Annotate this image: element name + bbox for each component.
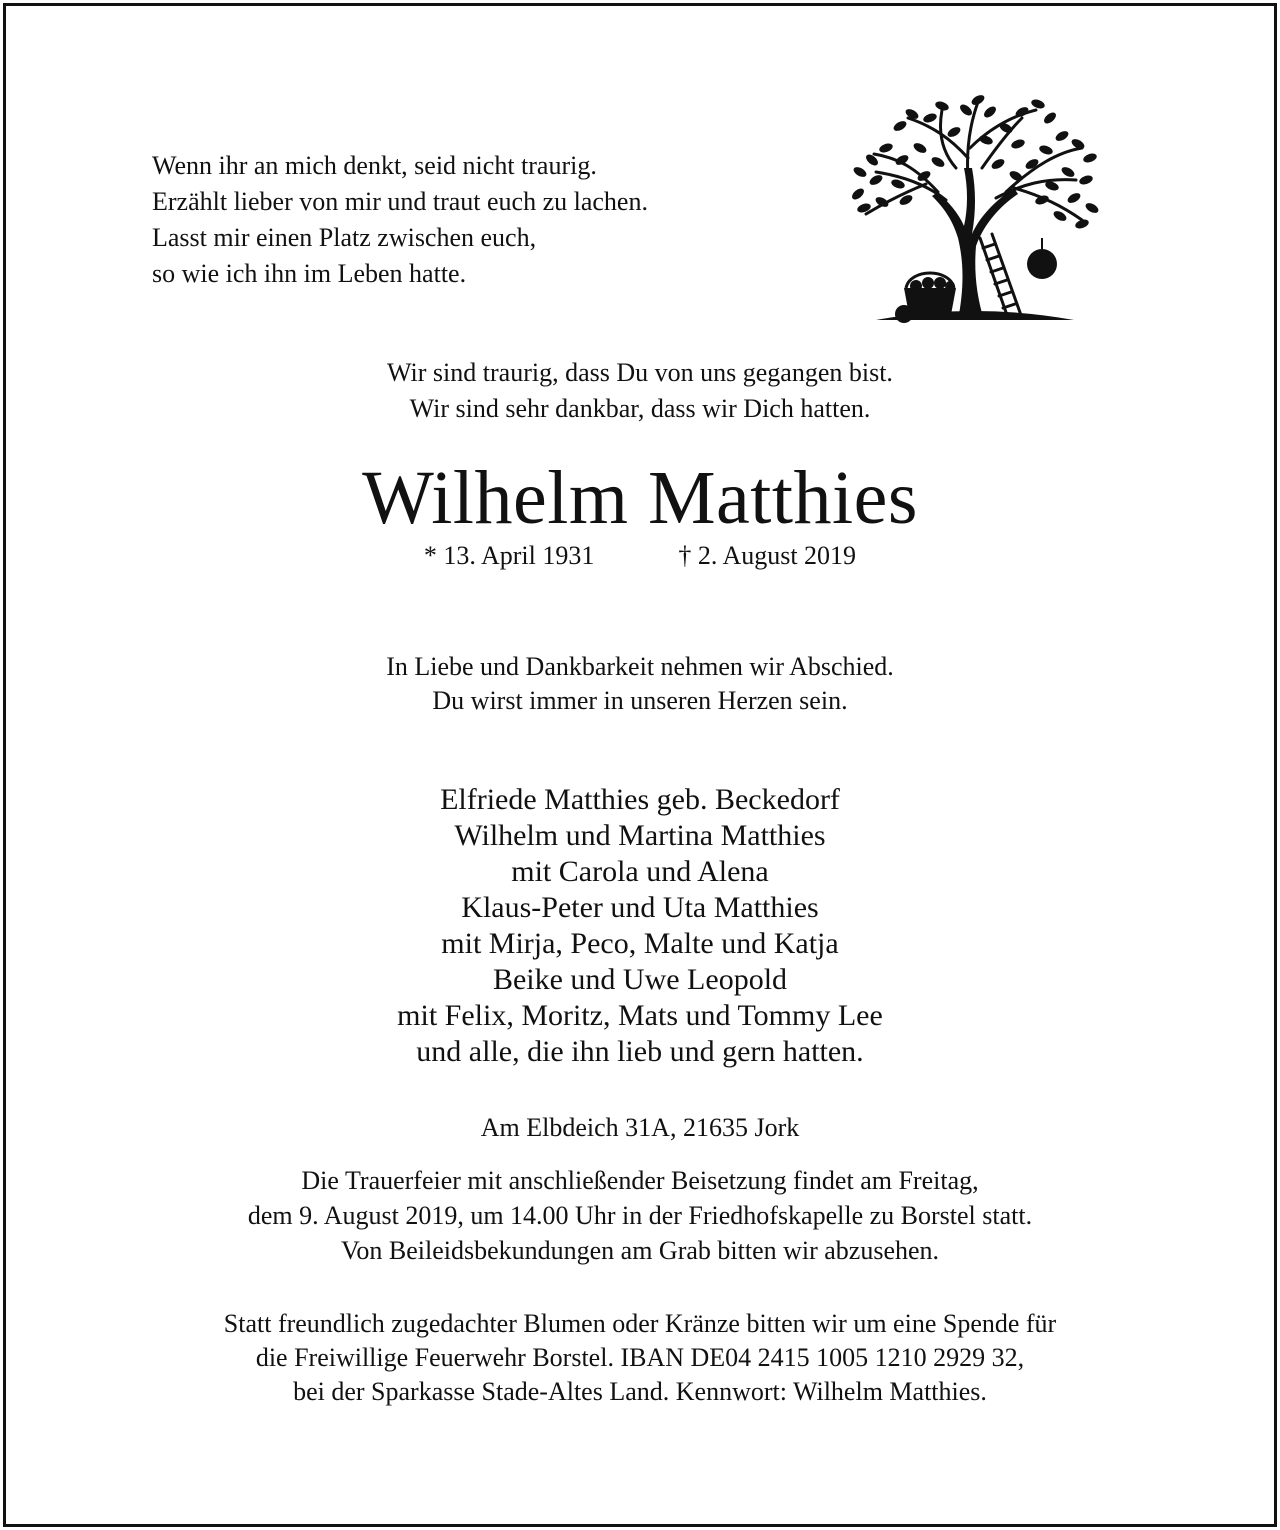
poem-line: so wie ich ihn im Leben hatte. — [152, 259, 467, 288]
mourner-line: Klaus-Peter und Uta Matthies — [461, 891, 819, 924]
poem — [152, 148, 648, 292]
service-line: Die Trauerfeier mit anschließender Beisetzung findet am Freitag, — [301, 1166, 979, 1195]
life-dates — [0, 538, 1280, 574]
mourner-line: und alle, die ihn lieb und gern hatten. — [416, 1035, 864, 1068]
mourner-line: mit Mirja, Peco, Malte und Katja — [441, 927, 839, 960]
donation-line: bei der Sparkasse Stade-Altes Land. Kennwort: Wilhelm Matthies. — [293, 1377, 987, 1406]
poem-line: Wenn ihr an mich denkt, seid nicht traurig. — [152, 151, 597, 180]
death-date: † 2. August 2019 — [678, 541, 857, 570]
farewell-line: Du wirst immer in unseren Herzen sein. — [432, 686, 848, 715]
mourner-line: mit Carola und Alena — [511, 855, 769, 888]
farewell-text — [0, 650, 1280, 718]
mourners-list — [0, 782, 1280, 1070]
deceased-name: Wilhelm Matthies — [362, 456, 918, 540]
mourner-line: Wilhelm und Martina Matthies — [454, 819, 826, 852]
mourner-line: Elfriede Matthies geb. Beckedorf — [440, 783, 840, 816]
donation-line: die Freiwillige Feuerwehr Borstel. IBAN DE04 2415 1005 1210 2929 32, — [255, 1343, 1025, 1372]
donation-line: Statt freundlich zugedachter Blumen oder Kränze bitten wir um eine Spende für — [223, 1309, 1057, 1338]
apple-tree-icon — [846, 88, 1102, 324]
donation-text — [0, 1307, 1280, 1409]
mourner-line: mit Felix, Moritz, Mats und Tommy Lee — [397, 999, 883, 1032]
birth-date: * 13. April 1931 — [423, 541, 595, 570]
funeral-service-text — [0, 1163, 1280, 1268]
service-line: dem 9. August 2019, um 14.00 Uhr in der Friedhofskapelle zu Borstel statt. — [247, 1201, 1033, 1230]
poem-line: Lasst mir einen Platz zwischen euch, — [152, 223, 537, 252]
address: Am Elbdeich 31A, 21635 Jork — [480, 1113, 800, 1142]
service-line: Von Beileidsbekundungen am Grab bitten wir abzusehen. — [340, 1236, 940, 1265]
mourner-line: Beike und Uwe Leopold — [492, 963, 788, 996]
intro-line: Wir sind traurig, dass Du von uns gegangen bist. — [387, 358, 893, 387]
intro-line: Wir sind sehr dankbar, dass wir Dich hatten. — [409, 394, 871, 423]
farewell-line: In Liebe und Dankbarkeit nehmen wir Abschied. — [386, 652, 894, 681]
poem-line: Erzählt lieber von mir und traut euch zu lachen. — [152, 187, 648, 216]
intro-text — [0, 355, 1280, 427]
